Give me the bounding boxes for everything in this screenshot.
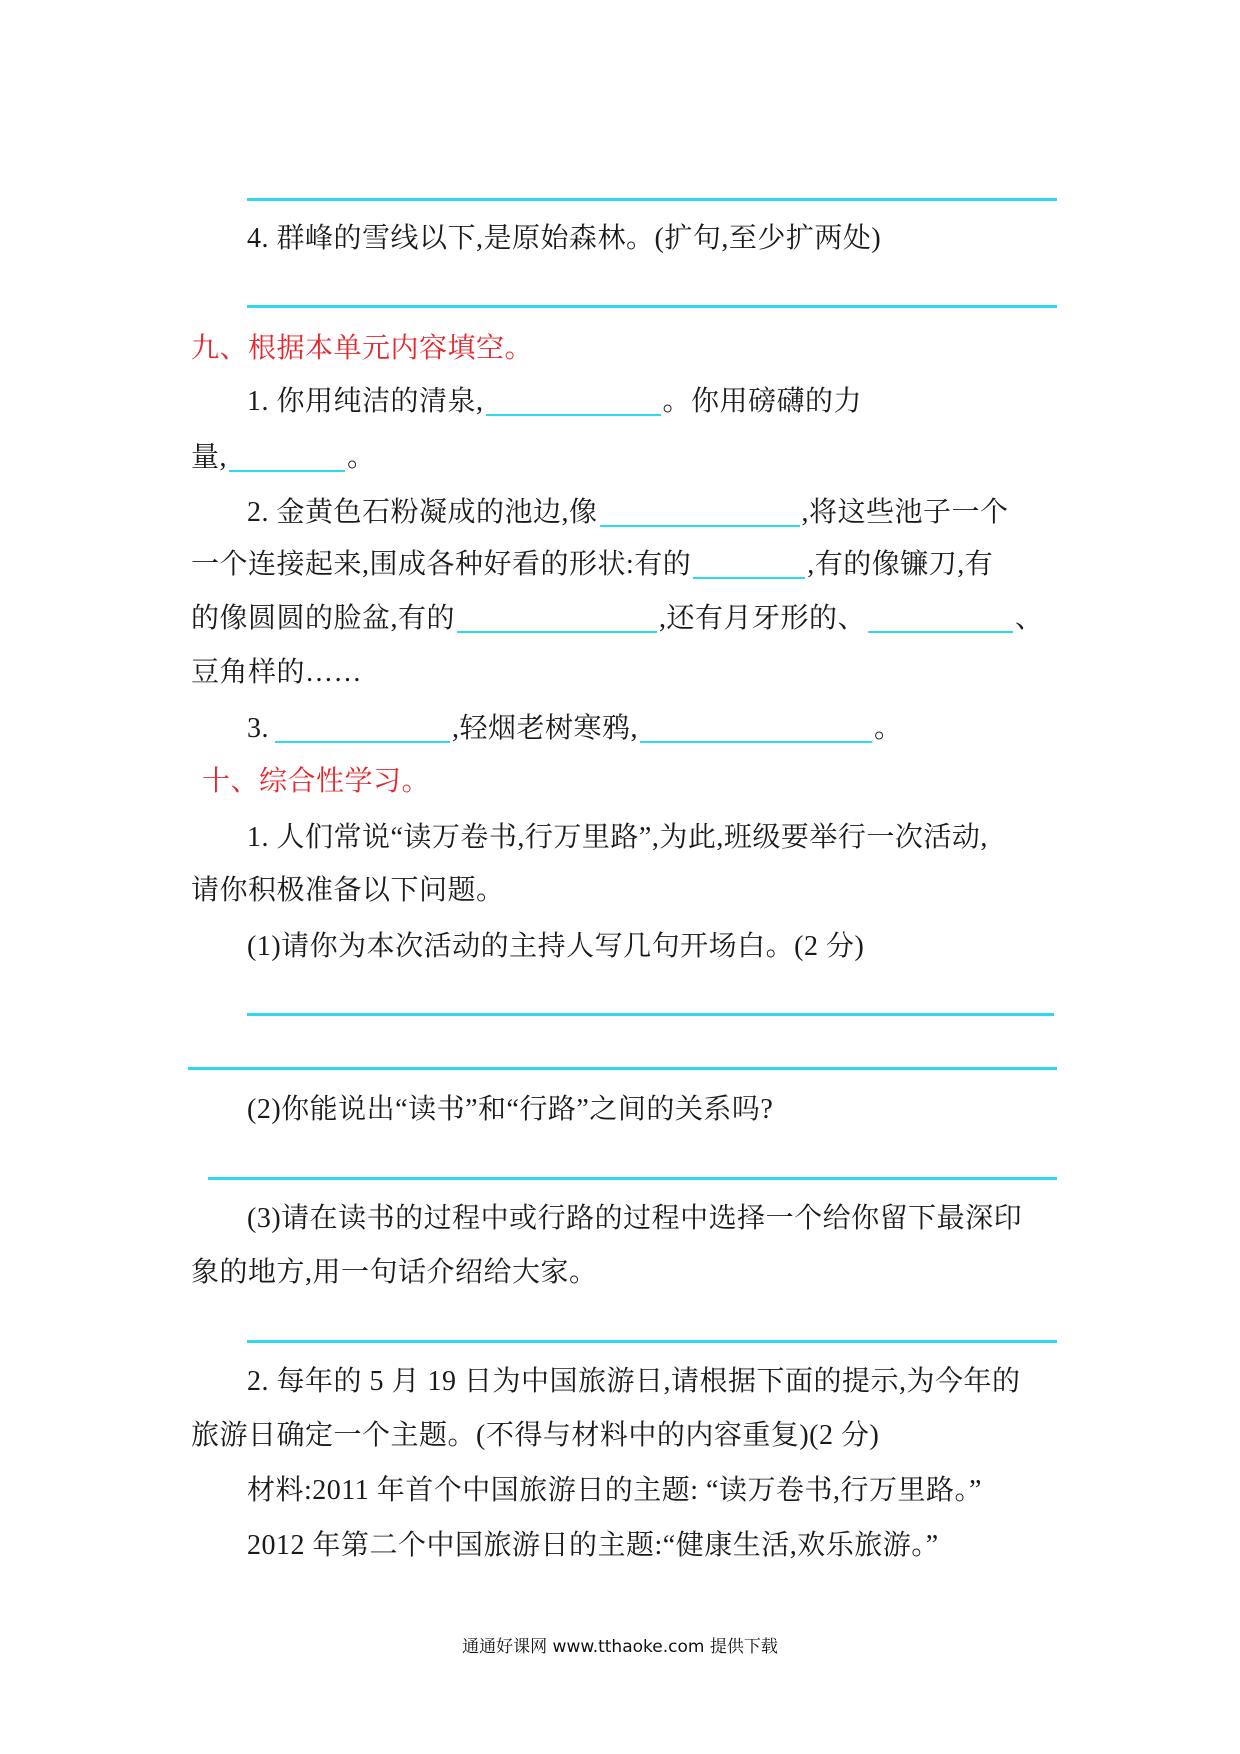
footer-text: 通通好课网 www.tthaoke.com 提供下载	[462, 1637, 778, 1657]
question-10-1-line-2	[191, 873, 505, 909]
page-footer	[0, 1636, 1240, 1658]
question-text: 象的地方,用一句话介绍给大家。	[191, 1257, 598, 1288]
question-text: 1. 你用纯洁的清泉,	[247, 386, 484, 417]
question-text: ,还有月牙形的、	[659, 603, 867, 634]
fill-blank	[229, 440, 345, 472]
question-text: 4. 群峰的雪线以下,是原始森林。(扩句,至少扩两处)	[247, 223, 882, 254]
question-text: 。你用磅礴的力	[662, 386, 863, 417]
section-9-title	[191, 331, 533, 367]
section-title-text: 十、综合性学习。	[202, 766, 431, 797]
fill-blank	[457, 601, 657, 633]
question-text: (2)你能说出“读书”和“行路”之间的关系吗?	[247, 1094, 774, 1125]
question-10-2-material-1	[247, 1473, 982, 1509]
question-9-1-line-1	[247, 384, 862, 420]
question-10-1-sub-3-line-1	[247, 1201, 1022, 1237]
material-text: 材料:2011 年首个中国旅游日的主题: “读万卷书,行万里路。”	[247, 1475, 982, 1506]
question-text: 量,	[191, 442, 228, 473]
question-text: (1)请你为本次活动的主持人写几句开场白。(2 分)	[247, 931, 865, 962]
fill-blank	[275, 711, 450, 743]
answer-line	[188, 1067, 1057, 1070]
question-text: ,将这些池子一个	[801, 497, 1009, 528]
question-text: 请你积极准备以下问题。	[191, 875, 505, 906]
fill-blank	[868, 601, 1013, 633]
question-text: ,轻烟老树寒鸦,	[452, 713, 639, 744]
fill-blank	[693, 547, 805, 579]
question-10-2-material-2	[247, 1528, 939, 1564]
question-10-1-line-1	[247, 820, 988, 856]
question-9-2-line-1	[247, 495, 1009, 531]
question-text: 3.	[247, 713, 269, 744]
answer-line	[208, 1177, 1057, 1180]
question-text: ,有的像镰刀,有	[807, 549, 994, 580]
question-text: 。	[874, 713, 903, 744]
question-9-3	[247, 711, 903, 747]
fill-blank	[600, 495, 800, 527]
question-10-1-sub-2	[247, 1092, 773, 1128]
answer-line	[247, 305, 1057, 308]
question-8-4	[247, 221, 881, 257]
answer-line	[247, 1340, 1057, 1343]
answer-line	[247, 1013, 1054, 1016]
question-10-1-sub-3-line-2	[191, 1255, 598, 1291]
question-text: 。	[347, 442, 376, 473]
question-text: 的像圆圆的脸盆,有的	[191, 603, 456, 634]
section-title-text: 九、根据本单元内容填空。	[191, 333, 534, 364]
question-text: 1. 人们常说“读万卷书,行万里路”,为此,班级要举行一次活动,	[247, 822, 988, 853]
question-text: (3)请在读书的过程中或行路的过程中选择一个给你留下最深印	[247, 1203, 1023, 1234]
fill-blank	[486, 384, 661, 416]
question-text: 旅游日确定一个主题。(不得与材料中的内容重复)(2 分)	[191, 1420, 880, 1451]
question-10-1-sub-1	[247, 929, 864, 965]
answer-line	[247, 198, 1057, 201]
fill-blank	[640, 711, 872, 743]
question-text: 一个连接起来,围成各种好看的形状:有的	[191, 549, 692, 580]
question-text: 2. 每年的 5 月 19 日为中国旅游日,请根据下面的提示,为今年的	[247, 1366, 1021, 1397]
question-9-2-line-3	[191, 601, 1044, 637]
question-text: 2. 金黄色石粉凝成的池边,像	[247, 497, 598, 528]
question-text: 、	[1015, 603, 1044, 634]
material-text: 2012 年第二个中国旅游日的主题:“健康生活,欢乐旅游。”	[247, 1530, 939, 1561]
question-text: 豆角样的……	[191, 657, 363, 688]
section-10-title	[202, 764, 430, 800]
question-9-2-line-4	[191, 655, 362, 691]
question-10-2-line-1	[247, 1364, 1021, 1400]
question-9-1-line-2	[191, 440, 376, 476]
question-9-2-line-2	[191, 547, 993, 583]
question-10-2-line-2	[191, 1418, 879, 1454]
